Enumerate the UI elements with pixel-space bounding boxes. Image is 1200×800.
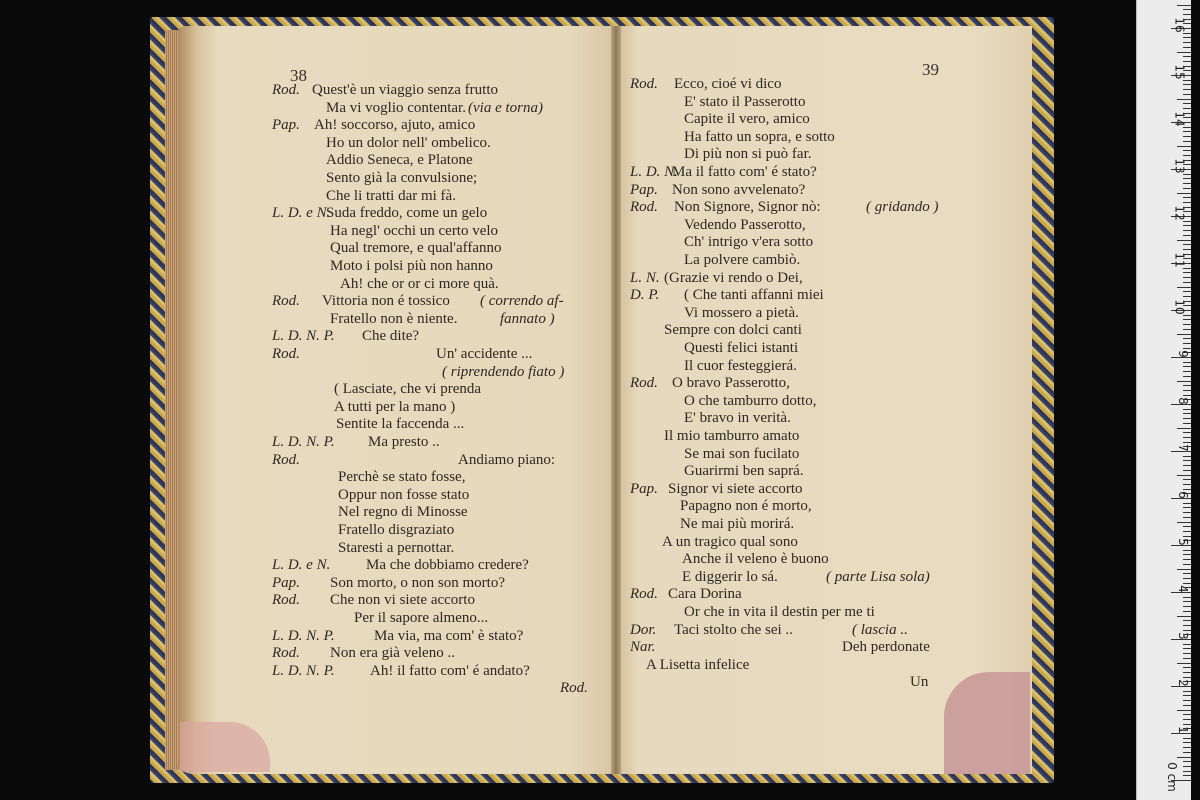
speaker-label: Nar.: [630, 639, 656, 656]
ruler-tick: [1183, 131, 1191, 132]
speaker-label: Rod.: [630, 586, 658, 603]
ruler-tick: [1177, 428, 1191, 429]
book-gutter: [611, 26, 621, 774]
ruler-tick: [1183, 442, 1191, 443]
ruler-tick: [1183, 714, 1191, 715]
ruler-tick: [1183, 268, 1191, 269]
ruler-tick: [1183, 691, 1191, 692]
ruler-number: 9: [1176, 350, 1191, 358]
ruler-tick: [1183, 103, 1191, 104]
ruler-tick: [1183, 362, 1191, 363]
verse-text: Ch' intrigo v'era sotto: [684, 234, 814, 251]
speaker-label: Rod.: [272, 645, 300, 662]
ruler-tick: [1183, 390, 1191, 391]
ruler-tick: [1177, 663, 1191, 664]
ruler-tick: [1183, 700, 1191, 701]
speaker-label: Pap.: [272, 574, 300, 591]
ruler-tick: [1183, 719, 1191, 720]
ruler-tick: [1183, 197, 1191, 198]
ruler-tick: [1177, 193, 1191, 194]
ruler-tick: [1183, 583, 1191, 584]
ruler-tick: [1183, 371, 1191, 372]
ruler-tick: [1183, 437, 1191, 438]
verse-text: Ho un dolor nell' ombelico.: [326, 134, 491, 151]
verse-text: Nel regno di Minosse: [338, 504, 468, 521]
ruler-tick: [1183, 507, 1191, 508]
ruler-number: 16: [1172, 17, 1187, 33]
ruler-tick: [1177, 616, 1191, 617]
verse-text: Anche il veleno è buono: [682, 551, 829, 568]
verse-text: Un: [910, 674, 929, 691]
ruler-tick: [1183, 230, 1191, 231]
ruler-number: 7: [1176, 444, 1191, 452]
ruler-tick: [1183, 489, 1191, 490]
ruler-tick: [1183, 512, 1191, 513]
ruler-tick: [1183, 503, 1191, 504]
speaker-label: Rod.: [272, 451, 300, 468]
ruler-tick: [1183, 296, 1191, 297]
speaker-label: Pap.: [630, 480, 658, 497]
verse-text: Guarirmi ben saprá.: [684, 463, 804, 480]
ruler-tick: [1183, 94, 1191, 95]
ruler-tick: [1183, 324, 1191, 325]
speaker-label: D. P.: [630, 287, 660, 304]
ruler-tick: [1183, 554, 1191, 555]
verse-text: Che non vi siete accorto: [330, 592, 475, 609]
ruler-tick: [1183, 653, 1191, 654]
ruler-tick: [1177, 52, 1191, 53]
verse-text: Deh perdonate: [842, 639, 930, 656]
verse-text: Perchè se stato fosse,: [338, 469, 466, 486]
ruler-tick: [1183, 178, 1191, 179]
speaker-label: Rod.: [272, 346, 300, 362]
verse-text: Son morto, o non son morto?: [330, 574, 505, 591]
stage-direction: Rod.: [560, 680, 588, 697]
verse-text: Signor vi siete accorto: [668, 480, 803, 497]
ruler-tick: [1183, 564, 1191, 565]
verse-text: Capite il vero, amico: [684, 111, 810, 128]
ruler-tick: [1183, 141, 1191, 142]
ruler-number: 6: [1176, 491, 1191, 499]
verse-text: Sentite la faccenda ...: [336, 416, 465, 433]
speaker-label: Pap.: [272, 117, 300, 134]
verse-text: La polvere cambiò.: [684, 252, 801, 268]
ruler-tick: [1183, 56, 1191, 57]
ruler-tick: [1177, 381, 1191, 382]
ruler-tick: [1183, 526, 1191, 527]
ruler-tick: [1183, 277, 1191, 278]
speaker-label: L. N.: [630, 269, 660, 286]
ruler-tick: [1183, 338, 1191, 339]
ruler-tick: [1183, 244, 1191, 245]
ruler-tick: [1183, 395, 1191, 396]
verse-text: O che tamburro dotto,: [684, 392, 817, 409]
speaker-label: L. D. N. P.: [272, 662, 335, 679]
ruler-tick: [1183, 672, 1191, 673]
ruler-tick: [1183, 14, 1191, 15]
verse-text: Vi mossero a pietà.: [684, 304, 799, 321]
verse-text: Ma il fatto com' é stato?: [672, 164, 817, 180]
verse-text: Taci stolto che sei ..: [674, 621, 793, 638]
left-page-number: 38: [290, 66, 307, 85]
speaker-label: Rod.: [630, 76, 658, 92]
ruler-tick: [1183, 578, 1191, 579]
ruler-number: 2: [1176, 679, 1191, 687]
stage-direction: ( riprendendo fiato ): [442, 363, 565, 380]
ruler-tick: [1183, 136, 1191, 137]
ruler-tick: [1183, 385, 1191, 386]
verse-text: E' bravo in verità.: [684, 410, 791, 427]
ruler-tick: [1183, 484, 1191, 485]
speaker-label: L. D. N. P.: [272, 434, 335, 450]
ruler-tick: [1177, 757, 1191, 758]
verse-text: Che dite?: [362, 328, 420, 345]
verse-text: E' stato il Passerotto: [684, 93, 806, 110]
ruler-number: 11: [1172, 252, 1187, 268]
ruler-tick: [1183, 33, 1191, 34]
verse-text: Vedendo Passerotto,: [684, 216, 806, 233]
ruler-tick: [1177, 5, 1191, 6]
verse-text: ( Che tanti affanni miei: [684, 287, 824, 304]
stage-direction: ( lascia ..: [852, 621, 908, 638]
ruler-tick: [1183, 705, 1191, 706]
ruler-number: 10: [1172, 299, 1187, 315]
speaker-label: L. D. N. P.: [272, 627, 335, 644]
ruler-tick: [1183, 630, 1191, 631]
verse-text: Ha fatto un sopra, e sotto: [684, 128, 835, 145]
ruler-tick: [1183, 413, 1191, 414]
verse-text: (Grazie vi rendo o Dei,: [664, 269, 803, 286]
ruler-tick: [1183, 291, 1191, 292]
ruler-tick: [1183, 456, 1191, 457]
ruler-tick: [1183, 738, 1191, 739]
verse-text: Ma via, ma com' è stato?: [374, 627, 524, 644]
ruler-tick: [1183, 752, 1191, 753]
verse-text: Andiamo piano:: [458, 451, 556, 468]
ruler-tick: [1183, 409, 1191, 410]
verse-text: Un' accidente ...: [436, 346, 533, 362]
ruler-tick: [1183, 202, 1191, 203]
speaker-label: L. D. e N.: [272, 205, 331, 222]
verse-text: Che li tratti dar mi fà.: [326, 187, 456, 204]
ruler-tick: [1183, 376, 1191, 377]
stage-direction: (via e torna): [468, 99, 543, 116]
ruler-tick: [1183, 625, 1191, 626]
verse-text: O bravo Passerotto,: [672, 375, 790, 392]
ruler-tick: [1183, 80, 1191, 81]
verse-text: Staresti a pernottar.: [338, 539, 455, 556]
ruler-tick: [1183, 221, 1191, 222]
ruler-tick: [1183, 89, 1191, 90]
ruler-tick: [1183, 319, 1191, 320]
verse-text: Ma presto ..: [368, 434, 440, 450]
ruler-tick: [1177, 146, 1191, 147]
verse-text: Or che in vita il destin per me ti: [684, 604, 875, 620]
ruler-tick: [1183, 84, 1191, 85]
ruler-tick: [1183, 517, 1191, 518]
verse-text: Sento già la convulsione;: [326, 170, 478, 186]
ruler-tick: [1183, 766, 1191, 767]
ruler-tick: [1183, 329, 1191, 330]
speaker-label: Rod.: [272, 592, 300, 609]
speaker-label: L. D. N. P.: [272, 328, 335, 345]
ruler-tick: [1183, 37, 1191, 38]
stage-direction: fannato ): [500, 310, 555, 327]
verse-text: Il mio tamburro amato: [664, 428, 800, 444]
verse-text: Ha negl' occhi un certo velo: [330, 222, 499, 239]
verse-text: Di più non si può far.: [684, 146, 812, 163]
ruler-tick: [1183, 658, 1191, 659]
ruler-tick: [1183, 479, 1191, 480]
ruler-tick: [1183, 775, 1191, 776]
ruler-tick: [1177, 522, 1191, 523]
verse-text: Vittoria non é tossico: [322, 293, 450, 310]
speaker-label: Pap.: [630, 181, 658, 198]
verse-text: Suda freddo, come un gelo: [326, 205, 488, 222]
ruler-tick: [1183, 597, 1191, 598]
ruler-tick: [1183, 188, 1191, 189]
ruler-tick: [1177, 475, 1191, 476]
stage-direction: ( correndo af-: [480, 293, 564, 310]
verse-text: Ma vi voglio contentar.: [326, 99, 466, 116]
ruler-tick: [1177, 569, 1191, 570]
ruler-tick: [1177, 287, 1191, 288]
speaker-label: Rod.: [272, 82, 300, 98]
ruler-tick: [1183, 611, 1191, 612]
ruler-tick: [1183, 695, 1191, 696]
verse-text: Fratello non è niente.: [330, 310, 458, 327]
stage-direction: ( gridando ): [866, 199, 939, 216]
ruler-tick: [1177, 240, 1191, 241]
verse-text: Moto i polsi più non hanno: [330, 258, 493, 274]
ruler-tick: [1183, 47, 1191, 48]
verse-text: A Lisetta infelice: [646, 656, 750, 673]
measuring-ruler: [1136, 0, 1191, 800]
speaker-label: Dor.: [630, 621, 657, 638]
ruler-tick: [1183, 418, 1191, 419]
ruler-tick: [1183, 460, 1191, 461]
verse-text: Ne mai più morirá.: [680, 516, 795, 532]
verse-text: Sempre con dolci canti: [664, 322, 802, 339]
ruler-number: 1: [1176, 726, 1191, 734]
verse-text: Cara Dorina: [668, 586, 742, 603]
ruler-tick: [1183, 272, 1191, 273]
right-page-torn-corner: [944, 672, 1030, 774]
verse-text: Addio Seneca, e Platone: [326, 152, 473, 169]
ruler-tick: [1183, 465, 1191, 466]
ruler-tick: [1183, 249, 1191, 250]
stage-direction: ( parte Lisa sola): [826, 568, 930, 585]
ruler-tick: [1183, 366, 1191, 367]
ruler-tick: [1183, 601, 1191, 602]
verse-text: Ah! soccorso, ajuto, amico: [314, 117, 476, 134]
ruler-number: 3: [1176, 632, 1191, 640]
ruler-number: 13: [1172, 158, 1187, 174]
verse-text: Ecco, cioé vi dico: [674, 76, 782, 92]
ruler-tick: [1183, 348, 1191, 349]
ruler-number: 8: [1176, 397, 1191, 405]
ruler-tick: [1183, 470, 1191, 471]
ruler-tick: [1183, 644, 1191, 645]
ruler-tick: [1183, 620, 1191, 621]
ruler-tick: [1177, 334, 1191, 335]
verse-text: Se mai son fucilato: [684, 445, 800, 462]
ruler-tick: [1183, 536, 1191, 537]
ruler-number: 12: [1172, 205, 1187, 221]
ruler-tick: [1183, 550, 1191, 551]
ruler-tick: [1183, 724, 1191, 725]
ruler-tick: [1183, 61, 1191, 62]
verse-text: Per il sapore almeno...: [354, 610, 489, 626]
ruler-tick: [1183, 225, 1191, 226]
verse-text: Qual tremore, e qual'affanno: [330, 240, 502, 257]
ruler-tick: [1183, 573, 1191, 574]
ruler-tick: [1183, 771, 1191, 772]
ruler-tick: [1183, 9, 1191, 10]
ruler-tick: [1183, 150, 1191, 151]
ruler-tick: [1183, 127, 1191, 128]
verse-text: Questi felici istanti: [684, 340, 799, 356]
verse-text: A un tragico qual sono: [662, 533, 798, 550]
ruler-tick: [1183, 531, 1191, 532]
speaker-label: L. D. N.: [630, 164, 678, 180]
ruler-tick: [1183, 315, 1191, 316]
verse-text: ( Lasciate, che vi prenda: [334, 381, 482, 398]
ruler-number: 4: [1176, 585, 1191, 593]
ruler-tick: [1183, 282, 1191, 283]
verse-text: Ah! il fatto com' é andato?: [370, 662, 530, 679]
ruler-number: 15: [1172, 64, 1187, 80]
ruler-tick: [1183, 559, 1191, 560]
ruler-tick: [1183, 155, 1191, 156]
verse-text: Il cuor festeggierá.: [684, 357, 797, 374]
verse-text: Ah! che or or ci more quà.: [340, 275, 499, 292]
ruler-tick: [1183, 183, 1191, 184]
verse-text: Quest'è un viaggio senza frutto: [312, 82, 498, 98]
verse-text: Fratello disgraziato: [338, 522, 455, 538]
ruler-tick: [1183, 742, 1191, 743]
verse-text: A tutti per la mano ): [334, 398, 456, 415]
ruler-tick: [1183, 432, 1191, 433]
ruler-tick: [1183, 761, 1191, 762]
ruler-tick: [1183, 648, 1191, 649]
ruler-tick: [1177, 710, 1191, 711]
verse-text: Ma che dobbiamo credere?: [366, 557, 529, 574]
ruler-tick: [1183, 235, 1191, 236]
verse-text: Papagno non é morto,: [680, 498, 812, 515]
speaker-label: Rod.: [272, 293, 300, 310]
speaker-label: L. D. e N.: [272, 557, 331, 574]
ruler-tick: [1183, 42, 1191, 43]
verse-text: E diggerir lo sá.: [682, 568, 778, 585]
speaker-label: Rod.: [630, 199, 658, 216]
ruler-tick: [1183, 423, 1191, 424]
ruler-tick: [1183, 606, 1191, 607]
verse-text: Non sono avvelenato?: [672, 181, 806, 198]
ruler-number: 14: [1172, 111, 1187, 127]
ruler-number: 0 cm: [1165, 762, 1180, 792]
verse-text: Non era già veleno ..: [330, 645, 455, 662]
ruler-tick: [1183, 747, 1191, 748]
ruler-tick: [1183, 343, 1191, 344]
right-page-number: 39: [922, 60, 939, 79]
ruler-tick: [1183, 108, 1191, 109]
ruler-tick: [1183, 667, 1191, 668]
ruler-number: 5: [1176, 538, 1191, 546]
verse-text: Non Signore, Signor nò:: [674, 199, 821, 216]
ruler-tick: [1183, 677, 1191, 678]
ruler-tick: [1177, 99, 1191, 100]
speaker-label: Rod.: [630, 375, 658, 392]
verse-text: Oppur non fosse stato: [338, 486, 470, 503]
ruler-tick: [1183, 174, 1191, 175]
